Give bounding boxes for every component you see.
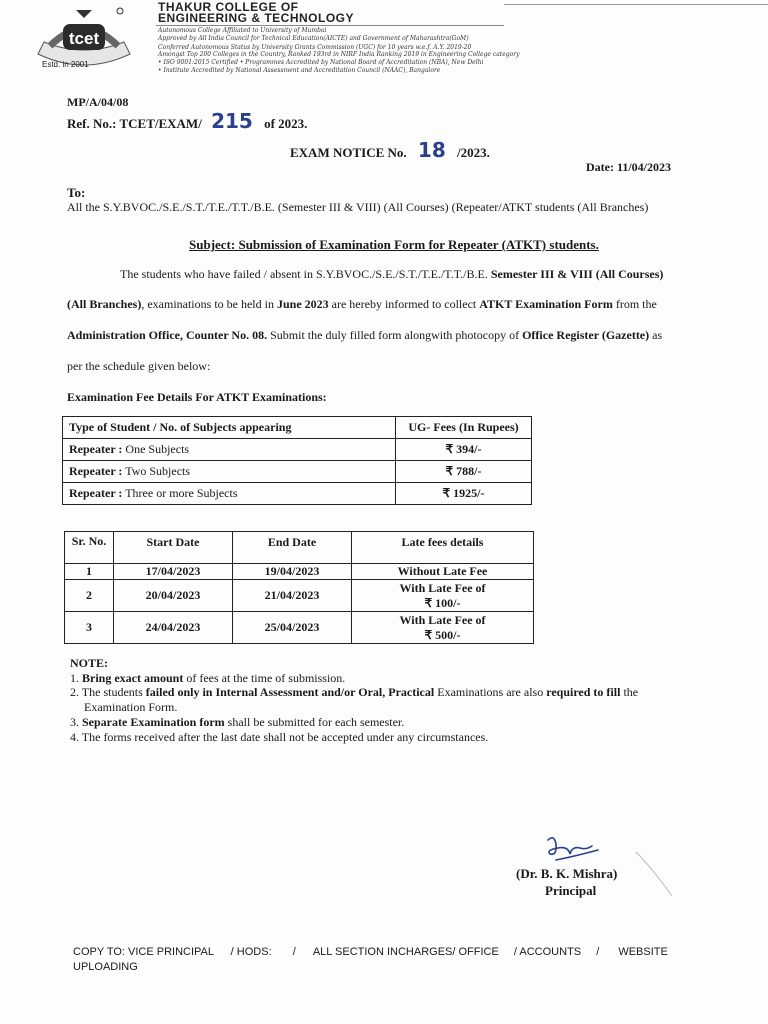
reference-number: Ref. No.: TCET/EXAM/ 215 of 2023.	[67, 109, 308, 133]
fee-header-amount: UG- Fees (In Rupees)	[396, 417, 532, 439]
body-line-2: (All Branches), examinations to be held in June 2023 are hereby informed to collect ATKT Examination Form from the	[67, 297, 657, 311]
header-approval-line: Approved by All India Council for Technical Education(AICTE) and Government of Maharashtra(GoM)	[158, 35, 469, 42]
header-rule	[156, 25, 504, 26]
copy-to-line-2: UPLOADING	[73, 961, 138, 973]
notice-date: Date: 11/04/2023	[586, 160, 671, 174]
fee-amount: ₹ 788/-	[396, 461, 532, 483]
recipients: All the S.Y.BVOC./S.E./S.T./T.E./T.T./B.E. (Semester III & VIII) (All Courses) (Repeater/ATKT students (All Branches)	[67, 200, 649, 214]
fee-heading: Examination Fee Details For ATKT Examinations:	[67, 390, 327, 404]
note-2-continued: Examination Form.	[84, 700, 178, 714]
schedule-header-sr: Sr. No.	[65, 532, 114, 564]
subject-line: Subject: Submission of Examination Form for Repeater (ATKT) students.	[189, 237, 599, 252]
table-row: 1 17/04/2023 19/04/2023 Without Late Fee	[65, 564, 534, 580]
note-1: 1. Bring exact amount of fees at the time of submission.	[70, 671, 346, 685]
document-code: MP/A/04/08	[67, 95, 129, 109]
signatory-title: Principal	[545, 883, 597, 898]
note-3: 3. Separate Examination form shall be submitted for each semester.	[70, 715, 405, 729]
schedule-header-end: End Date	[233, 532, 352, 564]
established-year: Estd. in 2001	[42, 60, 89, 69]
fee-header-type: Type of Student / No. of Subjects appearing	[63, 417, 396, 439]
table-row: Repeater : Three or more Subjects ₹ 1925/-	[63, 483, 532, 505]
schedule-header-late: Late fees details	[352, 532, 534, 564]
fee-amount: ₹ 1925/-	[396, 483, 532, 505]
principal-signature	[536, 832, 606, 866]
header-iso-line: • ISO 9001:2015 Certified • Programmes Accredited by National Board of Accreditation (NBA), New Delhi	[158, 59, 484, 66]
handwritten-notice-number: 18	[417, 138, 446, 162]
body-line-4: per the schedule given below:	[67, 359, 211, 373]
table-row: 3 24/04/2023 25/04/2023 With Late Fee of ₹ 500/-	[65, 612, 534, 644]
fee-amount: ₹ 394/-	[396, 439, 532, 461]
header-affiliation-line: Autonomous College Affiliated to University of Mumbai	[158, 27, 327, 34]
note-title: NOTE:	[70, 656, 109, 670]
stamp-edge	[632, 848, 682, 908]
handwritten-ref-number: 215	[211, 109, 253, 133]
signatory-name: (Dr. B. K. Mishra)	[516, 866, 618, 881]
note-4: 4. The forms received after the last date shall not be accepted under any circumstances.	[70, 730, 489, 744]
table-row: Repeater : Two Subjects ₹ 788/-	[63, 461, 532, 483]
note-2: 2. The students failed only in Internal Assessment and/or Oral, Practical Examinations are also required to fill the	[70, 685, 639, 699]
top-frame-line	[504, 0, 768, 5]
college-name-line-2: ENGINEERING & TECHNOLOGY	[158, 11, 355, 25]
copy-to-line: COPY TO: VICE PRINCIPAL / HODS: / ALL SECTION INCHARGES/ OFFICE / ACCOUNTS / WEBSITE	[73, 946, 668, 958]
body-line-3: Administration Office, Counter No. 08. Submit the duly filled form alongwith photocopy of Office Register (Gazette) as	[67, 328, 663, 342]
logo-text: tcet	[68, 29, 100, 48]
to-label: To:	[67, 185, 86, 200]
exam-notice-number: EXAM NOTICE No. 18 /2023.	[290, 138, 490, 162]
fee-table	[62, 416, 532, 505]
header-ranking-line: Amongst Top 200 Colleges in the Country, Ranked 193rd in NIRF India Ranking 2019 in Engineering College category	[158, 51, 520, 58]
college-name-line-1: THAKUR COLLEGE OF	[158, 0, 299, 14]
schedule-header-start: Start Date	[114, 532, 233, 564]
table-row: Repeater : One Subjects ₹ 394/-	[63, 439, 532, 461]
schedule-header	[65, 532, 534, 564]
fee-table-header	[63, 417, 532, 439]
header-autonomy-line: Conferred Autonomous Status by University Grants Commission (UGC) for 10 years w.e.f. A.Y. 2019-20	[158, 44, 472, 51]
table-row: 2 20/04/2023 21/04/2023 With Late Fee of ₹ 100/-	[65, 580, 534, 612]
header-naac-line: • Institute Accredited by National Assessment and Accreditation Council (NAAC), Bangalore	[158, 67, 441, 74]
body-line-1: The students who have failed / absent in S.Y.BVOC./S.E./S.T./T.E./T.T./B.E. Semester III & VIII (All Courses)	[120, 267, 664, 281]
schedule-table	[64, 531, 534, 644]
